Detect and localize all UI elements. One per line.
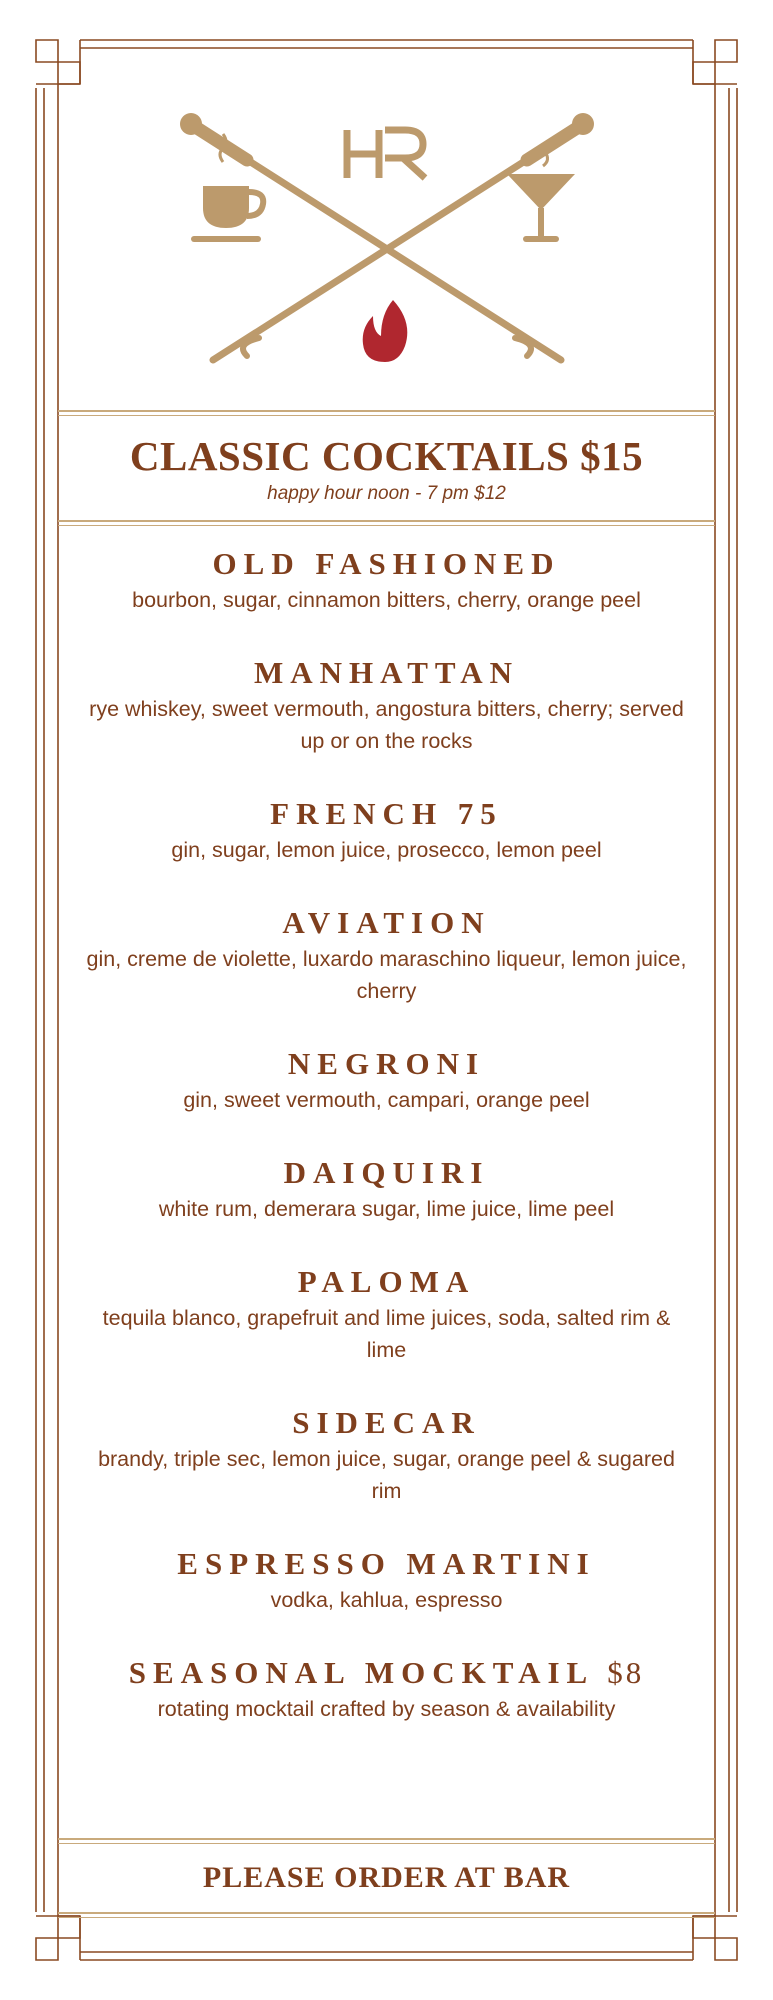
menu-item bbox=[58, 655, 715, 757]
menu-item bbox=[58, 1655, 715, 1725]
footer bbox=[58, 1838, 715, 1918]
section-subtitle: happy hour noon - 7 pm $12 bbox=[267, 483, 506, 504]
item-description: rotating mocktail crafted by season & availability bbox=[157, 1697, 616, 1721]
item-name: AVIATION bbox=[282, 905, 491, 940]
item-name: PALOMA bbox=[297, 1264, 476, 1299]
item-name: OLD FASHIONED bbox=[212, 546, 561, 581]
footer-text: PLEASE ORDER AT BAR bbox=[202, 1861, 571, 1894]
menu-item bbox=[58, 796, 715, 866]
item-price: $8 bbox=[607, 1655, 645, 1690]
item-description: vodka, kahlua, espresso bbox=[270, 1588, 503, 1612]
item-name: ESPRESSO MARTINI bbox=[177, 1546, 596, 1581]
item-name: NEGRONI bbox=[287, 1046, 486, 1081]
hr-monogram bbox=[347, 130, 425, 178]
logo bbox=[0, 100, 773, 370]
footer-bottom-rule bbox=[58, 1912, 715, 1918]
item-description: bourbon, sugar, cinnamon bitters, cherry, orange peel bbox=[132, 588, 641, 612]
menu-item bbox=[58, 1264, 715, 1366]
menu-item bbox=[58, 546, 715, 616]
section-title: CLASSIC COCKTAILS $15 bbox=[129, 433, 644, 479]
item-description: brandy, triple sec, lemon juice, sugar, orange peel & sugared rim bbox=[98, 1447, 675, 1503]
item-name: SEASONAL MOCKTAIL $8 bbox=[128, 1655, 645, 1690]
menu-content bbox=[58, 410, 715, 1764]
flame-icon bbox=[362, 300, 407, 362]
item-name: DAIQUIRI bbox=[283, 1155, 490, 1190]
item-name: SIDECAR bbox=[292, 1405, 481, 1440]
menu-item bbox=[58, 1405, 715, 1507]
menu-item bbox=[58, 1046, 715, 1116]
cocktail-list bbox=[58, 526, 715, 1725]
item-name: MANHATTAN bbox=[253, 655, 520, 690]
menu-item bbox=[58, 1546, 715, 1616]
item-description: gin, creme de violette, luxardo maraschino liqueur, lemon juice, cherry bbox=[86, 947, 687, 1003]
item-description: gin, sweet vermouth, campari, orange peel bbox=[183, 1088, 590, 1112]
item-description: gin, sugar, lemon juice, prosecco, lemon peel bbox=[171, 838, 602, 862]
logo-emblem bbox=[177, 100, 597, 370]
item-description: white rum, demerara sugar, lime juice, lime peel bbox=[158, 1197, 615, 1221]
item-description: rye whiskey, sweet vermouth, angostura bitters, cherry; served up or on the rocks bbox=[89, 697, 684, 753]
menu-item bbox=[58, 905, 715, 1007]
item-name: FRENCH 75 bbox=[270, 796, 503, 831]
section-header bbox=[58, 416, 715, 520]
item-description: tequila blanco, grapefruit and lime juices, soda, salted rim & lime bbox=[102, 1306, 671, 1362]
menu-item bbox=[58, 1155, 715, 1225]
